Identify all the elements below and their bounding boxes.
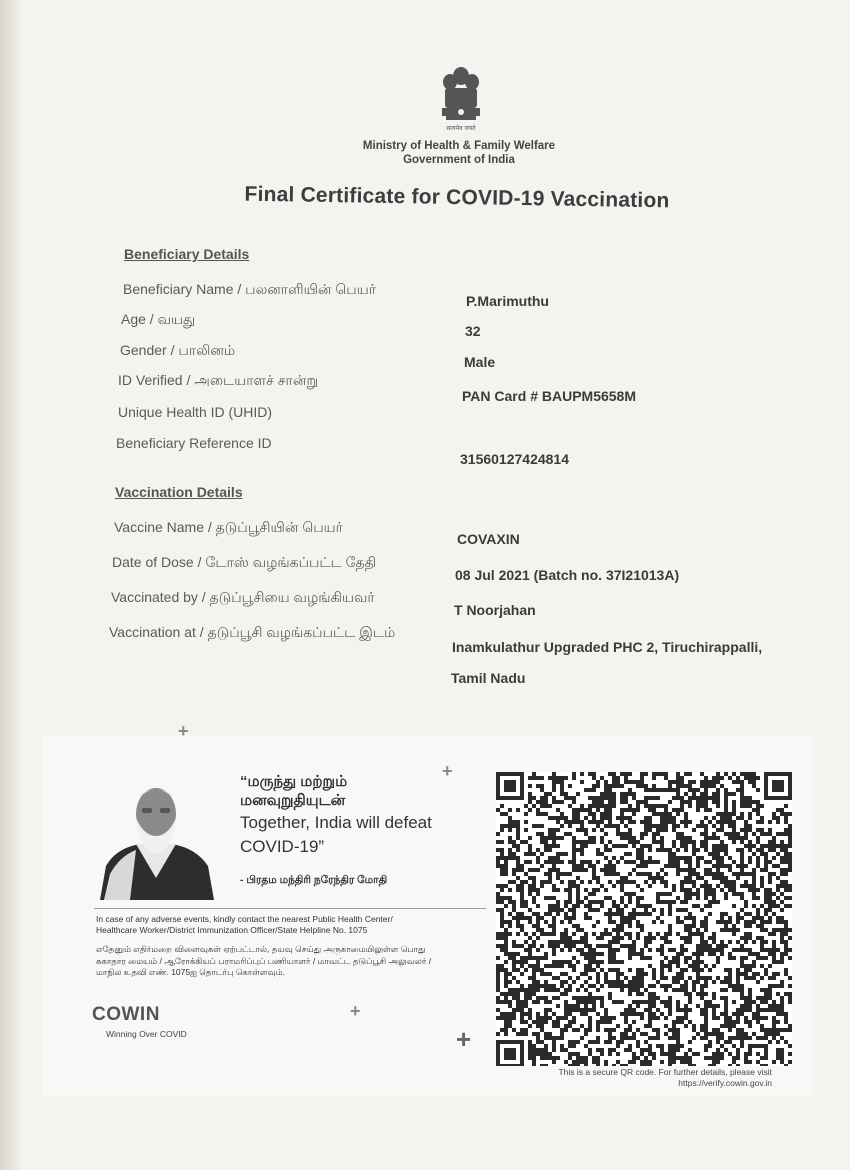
ministry-name: Ministry of Health & Family Welfare xyxy=(362,140,556,152)
qr-caption-line-1: This is a secure QR code. For further details, please visit xyxy=(558,1067,772,1077)
state-emblem-icon xyxy=(436,62,486,138)
value-vaccination-at-line2: Tamil Nadu xyxy=(451,670,526,686)
quote-attribution: - பிரதம மந்திரி நரேந்திர மோதி xyxy=(240,874,388,886)
qr-caption xyxy=(486,1067,772,1088)
paper-edge xyxy=(0,0,20,1170)
vaccination-details-heading: Vaccination Details xyxy=(115,484,243,500)
emblem-motto: सत्यमेव जयते xyxy=(446,126,476,132)
quote-tamil-line-2: மனவுறுதியுடன் xyxy=(240,792,346,809)
certificate-title: Final Certificate for COVID-19 Vaccination xyxy=(244,182,670,213)
value-reference-id: 31560127424814 xyxy=(460,451,570,467)
adverse-en-line-2: Healthcare Worker/District Immunization Officer/State Helpline No. 1075 xyxy=(96,925,368,935)
value-vaccinated-by: T Noorjahan xyxy=(454,602,536,618)
value-age: 32 xyxy=(465,323,481,339)
label-date-of-dose: Date of Dose / டோஸ் வழங்கப்பட்ட தேதி xyxy=(112,554,377,570)
footer-divider xyxy=(94,908,486,909)
prime-minister-portrait xyxy=(96,778,216,900)
adverse-events-english xyxy=(96,914,486,936)
value-gender: Male xyxy=(464,354,496,370)
cowin-logo: COWIN xyxy=(92,1004,160,1025)
label-beneficiary-name: Beneficiary Name / பலனாளியின் பெயர் xyxy=(123,281,377,297)
government-name: Government of India xyxy=(403,154,515,166)
value-vaccination-at: Inamkulathur Upgraded PHC 2, Tiruchirappalli, xyxy=(452,639,763,655)
adverse-ta-line-2: சுகாதார மையம் / ஆரோக்கியப் பராமரிப்புப் பணியாளர் / மாவட்ட தடுப்பூசி அலுவலர் / xyxy=(96,955,432,966)
beneficiary-details-heading: Beneficiary Details xyxy=(124,246,250,262)
adverse-en-line-1: In case of any adverse events, kindly contact the nearest Public Health Center/ xyxy=(96,914,393,924)
pm-quote xyxy=(240,772,480,858)
label-gender: Gender / பாலினம் xyxy=(120,342,236,358)
value-vaccine-name: COVAXIN xyxy=(457,531,520,547)
plus-decoration-icon: + xyxy=(456,1024,472,1054)
plus-decoration-icon: + xyxy=(178,721,189,741)
value-date-of-dose: 08 Jul 2021 (Batch no. 37I21013A) xyxy=(455,567,680,583)
quote-tamil-line-1: “மருந்து மற்றும் xyxy=(240,773,348,790)
ministry-heading xyxy=(300,139,618,167)
plus-decoration-icon: + xyxy=(442,761,453,781)
label-id-verified: ID Verified / அடையாளச் சான்று xyxy=(118,372,319,388)
qr-code-icon xyxy=(496,772,792,1066)
quote-english-line-2: COVID-19” xyxy=(240,837,325,856)
cowin-tagline: Winning Over COVID xyxy=(106,1029,187,1039)
qr-caption-line-2: https://verify.cowin.gov.in xyxy=(678,1077,772,1088)
value-beneficiary-name: P.Marimuthu xyxy=(466,293,549,309)
adverse-ta-line-1: எதேனும் எதிர்மறை விளைவுகள் ஏற்பட்டால், தயவு செய்து அருகாமையிலுள்ள பொது xyxy=(96,944,426,954)
label-vaccination-at: Vaccination at / தடுப்பூசி வழங்கப்பட்ட இடம் xyxy=(109,624,396,640)
adverse-ta-line-3: மாநில உதவி எண். 1075ஐ தொடர்பு கொள்ளவும். xyxy=(96,967,285,977)
label-vaccinated-by: Vaccinated by / தடுப்பூசியை வழங்கியவர் xyxy=(111,589,375,605)
verification-qr-code[interactable] xyxy=(496,772,792,1066)
label-vaccine-name: Vaccine Name / தடுப்பூசியின் பெயர் xyxy=(114,519,343,535)
label-reference-id: Beneficiary Reference ID xyxy=(116,435,272,451)
quote-english-line-1: Together, India will defeat xyxy=(240,813,432,832)
adverse-events-tamil xyxy=(96,944,486,979)
value-id-verified: PAN Card # BAUPM5658M xyxy=(462,388,637,404)
plus-decoration-icon: + xyxy=(350,1001,361,1021)
label-age: Age / வயது xyxy=(121,311,196,327)
label-uhid: Unique Health ID (UHID) xyxy=(118,404,273,420)
